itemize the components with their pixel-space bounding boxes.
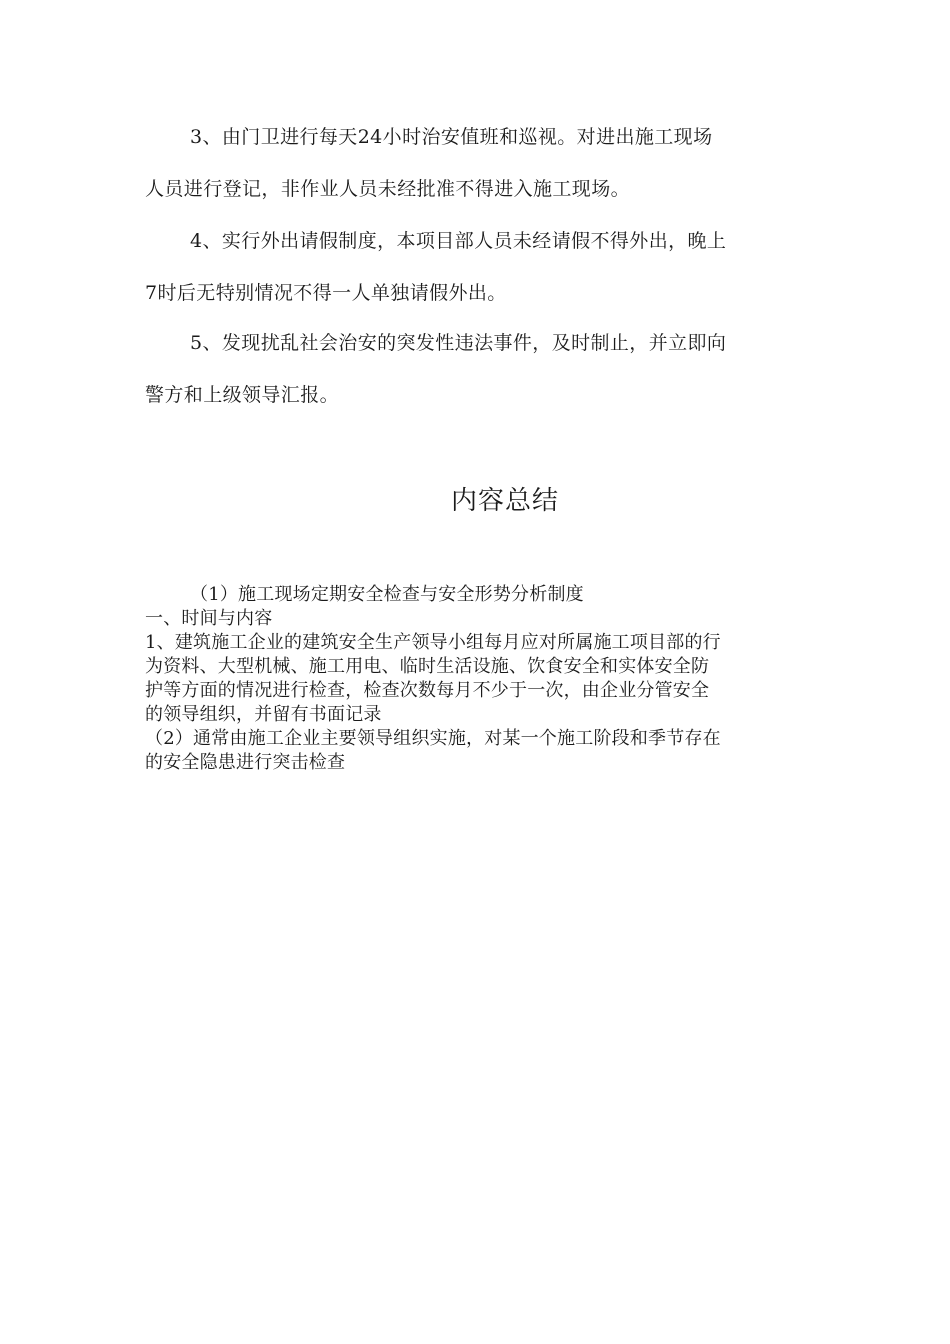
paragraph-4-line-1: 4、实行外出请假制度，本项目部人员未经请假不得外出，晚上 [190,230,727,252]
summary-line: 为资料、大型机械、施工用电、临时生活设施、饮食安全和实体安全防 [145,656,710,677]
summary-title: 内容总结 [450,486,559,516]
summary-line: 一、时间与内容 [145,608,273,629]
paragraph-4-line-2: 7时后无特别情况不得一人单独请假外出。 [145,282,507,304]
paragraph-5-line-1: 5、发现扰乱社会治安的突发性违法事件，及时制止，并立即向 [190,332,727,354]
summary-line: （1）施工现场定期安全检查与安全形势分析制度 [190,584,584,605]
paragraph-3-line-2: 人员进行登记，非作业人员未经批准不得进入施工现场。 [145,178,631,200]
summary-line: 护等方面的情况进行检查，检查次数每月不少于一次，由企业分管安全 [145,680,710,701]
summary-line: 1、建筑施工企业的建筑安全生产领导小组每月应对所属施工项目部的行 [145,632,721,653]
summary-line: （2）通常由施工企业主要领导组织实施，对某一个施工阶段和季节存在 [145,728,721,749]
paragraph-3-line-1: 3、由门卫进行每天24小时治安值班和巡视。对进出施工现场 [190,126,713,148]
summary-line: 的安全隐患进行突击检查 [145,752,346,773]
paragraph-5-line-2: 警方和上级领导汇报。 [145,384,340,406]
summary-line: 的领导组织，并留有书面记录 [145,704,382,725]
